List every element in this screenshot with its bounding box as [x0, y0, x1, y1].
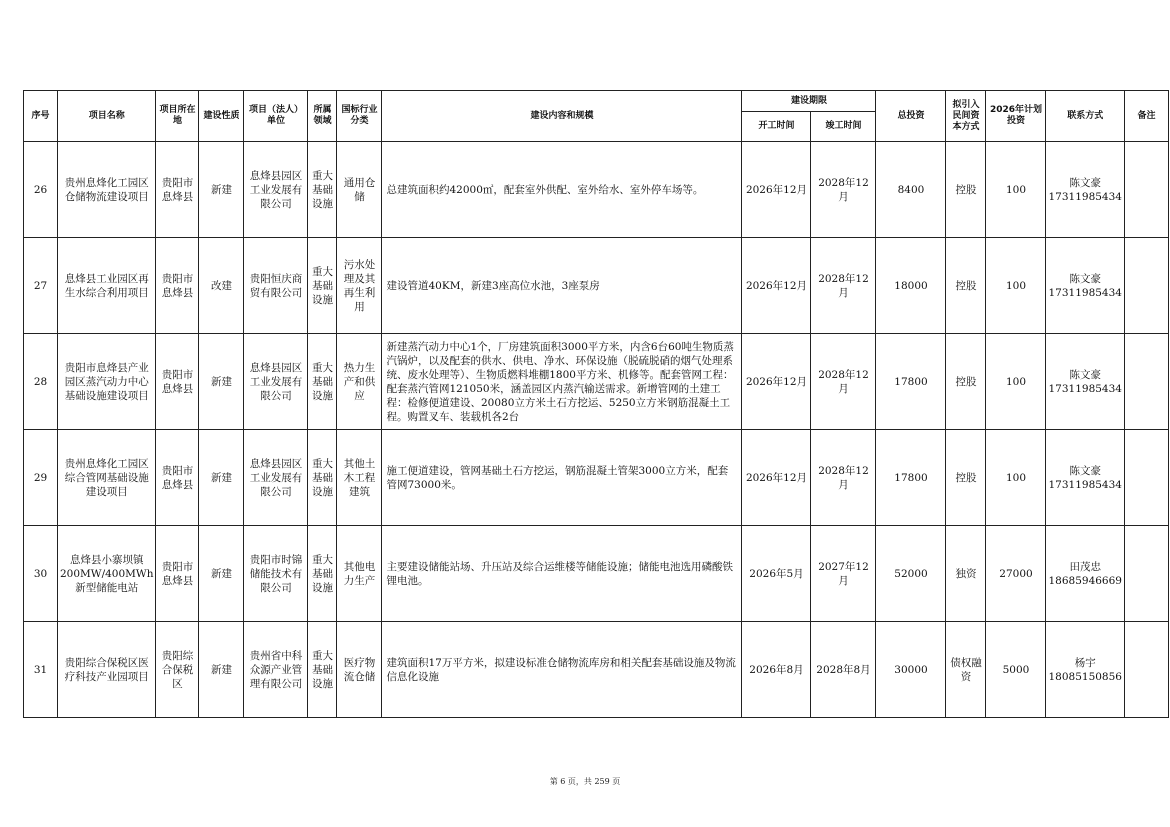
cell-nature: 新建: [199, 334, 244, 430]
cell-unit: 息烽县园区工业发展有限公司: [244, 334, 308, 430]
cell-remark: [1124, 430, 1168, 526]
cell-start: 2026年5月: [742, 526, 811, 622]
cell-name: 贵州息烽化工园区综合管网基础设施建设项目: [58, 430, 156, 526]
cell-nature: 新建: [199, 526, 244, 622]
header-industry: 国标行业分类: [337, 91, 382, 142]
cell-total: 18000: [876, 238, 946, 334]
header-capital: 拟引入民间资本方式: [946, 91, 986, 142]
cell-name: 息烽县工业园区再生水综合利用项目: [58, 238, 156, 334]
cell-location: 贵阳综合保税区: [156, 622, 199, 718]
cell-name: 息烽县小寨坝镇200MW/400MWh新型储能电站: [58, 526, 156, 622]
cell-capital: 控股: [946, 430, 986, 526]
cell-industry: 通用仓储: [337, 142, 382, 238]
header-seq: 序号: [24, 91, 58, 142]
table-row: [24, 142, 1169, 238]
cell-contact: [1046, 238, 1125, 334]
cell-plan: 5000: [986, 622, 1046, 718]
cell-name: 贵阳综合保税区医疗科技产业园项目: [58, 622, 156, 718]
cell-industry: 其他电力生产: [337, 526, 382, 622]
cell-remark: [1124, 622, 1168, 718]
contact-name: 田茂忠: [1069, 560, 1101, 573]
cell-content: 新建蒸汽动力中心1个，厂房建筑面积3000平方米，内含6台60吨生物质蒸汽锅炉，以及配套的供水、供电、净水、环保设施（脱硫脱硝的烟气处理系统、废水处理等）、生物质燃料堆棚1800平方米、机修等。配套管网工程：配套蒸汽管网121050米，涵盖园区内蒸汽输送需求。新增管网的土建工程：检修便道建设、20080立方米土石方挖运、5250立方米钢筋混凝土工程。购置叉车、装载机各2台: [382, 334, 742, 430]
cell-seq: 28: [24, 334, 58, 430]
cell-plan: 100: [986, 430, 1046, 526]
cell-nature: 新建: [199, 622, 244, 718]
cell-content: 主要建设储能站场、升压站及综合运维楼等储能设施；储能电池选用磷酸铁锂电池。: [382, 526, 742, 622]
table-row: [24, 526, 1169, 622]
contact-phone: 17311985434: [1048, 382, 1122, 395]
cell-location: 贵阳市息烽县: [156, 334, 199, 430]
cell-location: 贵阳市息烽县: [156, 430, 199, 526]
cell-remark: [1124, 238, 1168, 334]
cell-plan: 100: [986, 334, 1046, 430]
cell-nature: 新建: [199, 142, 244, 238]
cell-unit: 贵阳市时锦储能技术有限公司: [244, 526, 308, 622]
header-unit: 项目（法人）单位: [244, 91, 308, 142]
cell-content: 建筑面积17万平方米，拟建设标准仓储物流库房和相关配套基础设施及物流信息化设施: [382, 622, 742, 718]
cell-seq: 31: [24, 622, 58, 718]
cell-capital: 债权融资: [946, 622, 986, 718]
contact-name: 陈文豪: [1069, 272, 1101, 285]
cell-capital: 独资: [946, 526, 986, 622]
contact-name: 杨宇: [1074, 656, 1096, 669]
cell-start: 2026年12月: [742, 334, 811, 430]
cell-industry: 热力生产和供应: [337, 334, 382, 430]
header-total: 总投资: [876, 91, 946, 142]
contact-name: 陈文豪: [1069, 176, 1101, 189]
header-remark: 备注: [1124, 91, 1168, 142]
cell-seq: 26: [24, 142, 58, 238]
contact-name: 陈文豪: [1069, 464, 1101, 477]
cell-capital: 控股: [946, 238, 986, 334]
project-table: [23, 90, 1169, 718]
cell-total: 8400: [876, 142, 946, 238]
cell-end: 2028年8月: [811, 622, 876, 718]
cell-total: 17800: [876, 334, 946, 430]
cell-unit: 息烽县园区工业发展有限公司: [244, 430, 308, 526]
cell-location: 贵阳市息烽县: [156, 238, 199, 334]
cell-remark: [1124, 334, 1168, 430]
header-end: 竣工时间: [811, 112, 876, 142]
cell-content: 建设管道40KM，新建3座高位水池，3座泵房: [382, 238, 742, 334]
cell-nature: 新建: [199, 430, 244, 526]
cell-field: 重大基础设施: [308, 622, 337, 718]
contact-phone: 17311985434: [1048, 478, 1122, 491]
cell-contact: [1046, 526, 1125, 622]
cell-field: 重大基础设施: [308, 238, 337, 334]
cell-total: 52000: [876, 526, 946, 622]
cell-unit: 贵州省中科众源产业管理有限公司: [244, 622, 308, 718]
table-row: [24, 622, 1169, 718]
cell-start: 2026年12月: [742, 430, 811, 526]
header-contact: 联系方式: [1046, 91, 1125, 142]
cell-name: 贵阳市息烽县产业园区蒸汽动力中心基础设施建设项目: [58, 334, 156, 430]
header-period: 建设期限: [742, 91, 876, 112]
cell-remark: [1124, 142, 1168, 238]
cell-field: 重大基础设施: [308, 526, 337, 622]
cell-field: 重大基础设施: [308, 334, 337, 430]
header-plan: 2026年计划投资: [986, 91, 1046, 142]
cell-seq: 30: [24, 526, 58, 622]
cell-plan: 100: [986, 142, 1046, 238]
table-row: [24, 430, 1169, 526]
header-start: 开工时间: [742, 112, 811, 142]
cell-start: 2026年12月: [742, 142, 811, 238]
cell-contact: [1046, 622, 1125, 718]
cell-end: 2028年12月: [811, 334, 876, 430]
cell-field: 重大基础设施: [308, 430, 337, 526]
cell-location: 贵阳市息烽县: [156, 142, 199, 238]
cell-location: 贵阳市息烽县: [156, 526, 199, 622]
cell-nature: 改建: [199, 238, 244, 334]
cell-plan: 27000: [986, 526, 1046, 622]
contact-phone: 18685946669: [1048, 574, 1122, 587]
cell-seq: 27: [24, 238, 58, 334]
cell-seq: 29: [24, 430, 58, 526]
cell-unit: 息烽县园区工业发展有限公司: [244, 142, 308, 238]
table-row: [24, 238, 1169, 334]
cell-start: 2026年8月: [742, 622, 811, 718]
cell-capital: 控股: [946, 142, 986, 238]
header-field: 所属领域: [308, 91, 337, 142]
cell-end: 2027年12月: [811, 526, 876, 622]
cell-capital: 控股: [946, 334, 986, 430]
cell-industry: 污水处理及其再生利用: [337, 238, 382, 334]
header-content: 建设内容和规模: [382, 91, 742, 142]
cell-contact: [1046, 334, 1125, 430]
cell-content: 总建筑面积约42000㎡，配套室外供配、室外给水、室外停车场等。: [382, 142, 742, 238]
header-nature: 建设性质: [199, 91, 244, 142]
cell-unit: 贵阳恒庆商贸有限公司: [244, 238, 308, 334]
cell-total: 30000: [876, 622, 946, 718]
cell-start: 2026年12月: [742, 238, 811, 334]
cell-content: 施工便道建设，管网基础土石方挖运，钢筋混凝土管架3000立方米，配套管网73000米。: [382, 430, 742, 526]
cell-end: 2028年12月: [811, 430, 876, 526]
cell-end: 2028年12月: [811, 142, 876, 238]
cell-total: 17800: [876, 430, 946, 526]
cell-contact: [1046, 142, 1125, 238]
header-name: 项目名称: [58, 91, 156, 142]
cell-field: 重大基础设施: [308, 142, 337, 238]
cell-end: 2028年12月: [811, 238, 876, 334]
cell-name: 贵州息烽化工园区仓储物流建设项目: [58, 142, 156, 238]
contact-phone: 17311985434: [1048, 286, 1122, 299]
contact-phone: 17311985434: [1048, 190, 1122, 203]
contact-name: 陈文豪: [1069, 368, 1101, 381]
cell-industry: 其他土木工程建筑: [337, 430, 382, 526]
cell-contact: [1046, 430, 1125, 526]
header-location: 项目所在地: [156, 91, 199, 142]
page-footer: 第 6 页，共 259 页: [549, 777, 621, 786]
contact-phone: 18085150856: [1048, 670, 1122, 683]
cell-industry: 医疗物流仓储: [337, 622, 382, 718]
table-row: [24, 334, 1169, 430]
cell-remark: [1124, 526, 1168, 622]
cell-plan: 100: [986, 238, 1046, 334]
